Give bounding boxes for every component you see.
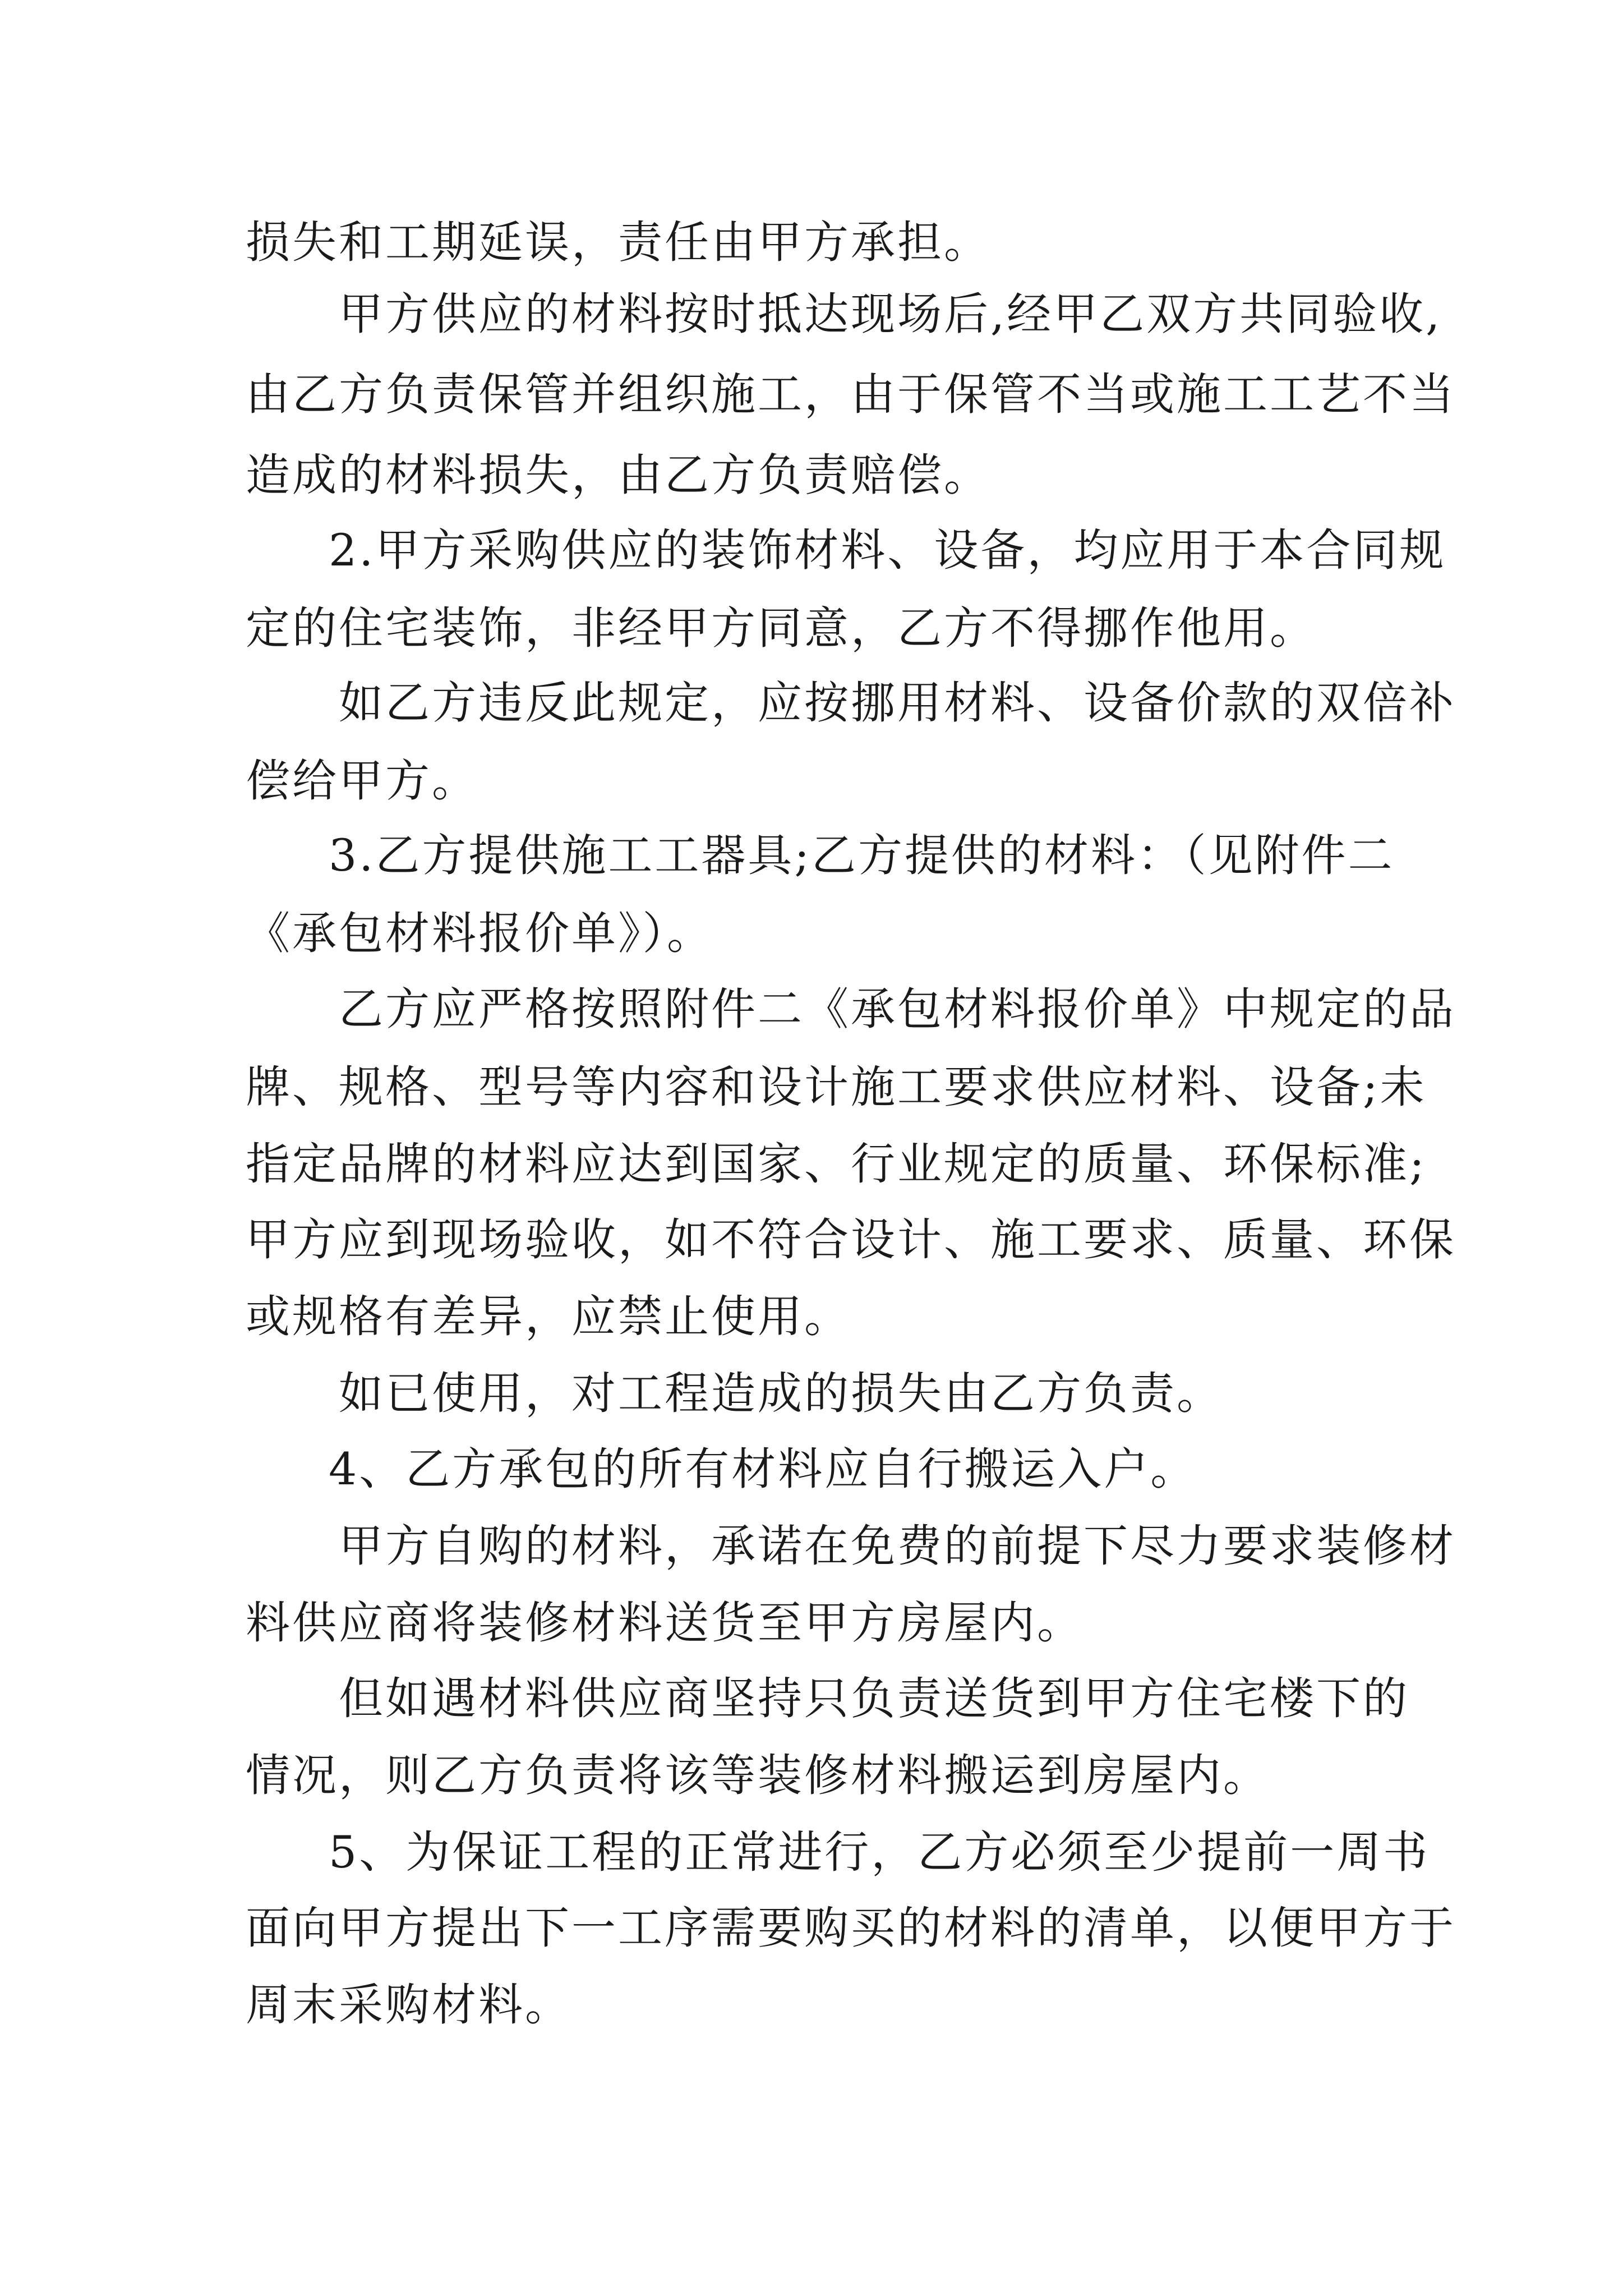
text-line: 损失和工期延误，责任由甲方承担。 [246,217,990,268]
text-line: 2.甲方采购供应的装饰材料、设备，均应用于本合同规 [329,524,1446,576]
text-line: 牌、规格、型号等内容和设计施工要求供应材料、设备;未 [246,1061,1427,1113]
text-line: 乙方应严格按照附件二《承包材料报价单》中规定的品 [339,983,1456,1035]
text-line: 3.乙方提供施工工器具;乙方提供的材料：（见附件二 [329,830,1395,881]
text-line: 但如遇材料供应商坚持只负责送货到甲方住宅楼下的 [339,1673,1409,1724]
text-line: 情况，则乙方负责将该等装修材料搬运到房屋内。 [246,1750,1270,1801]
text-line: 或规格有差异，应禁止使用。 [246,1291,851,1342]
text-line: 甲方供应的材料按时抵达现场后,经甲乙双方共同验收, [339,288,1442,340]
text-line: 面向甲方提出下一工序需要购买的材料的清单，以便甲方于 [246,1902,1456,1954]
text-line: 5、为保证工程的正常进行，乙方必须至少提前一周书 [329,1826,1430,1878]
text-line: 料供应商将装修材料送货至甲方房屋内。 [246,1597,1083,1649]
text-line: 甲方应到现场验收，如不符合设计、施工要求、质量、环保 [246,1214,1456,1266]
text-line: 定的住宅装饰，非经甲方同意，乙方不得挪作他用。 [246,602,1316,654]
text-line: 如已使用，对工程造成的损失由乙方负责。 [339,1368,1223,1419]
text-line: 偿给甲方。 [246,755,478,807]
text-line: 甲方自购的材料，承诺在免费的前提下尽力要求装修材 [339,1520,1456,1572]
text-line: 指定品牌的材料应达到国家、行业规定的质量、环保标准; [246,1138,1427,1190]
text-line: 《承包材料报价单》）。 [246,908,713,959]
text-line: 如乙方违反此规定，应按挪用材料、设备价款的双倍补 [339,677,1456,729]
text-line: 造成的材料损失，由乙方负责赔偿。 [246,449,990,501]
text-line: 由乙方负责保管并组织施工，由于保管不当或施工工艺不当 [246,369,1456,420]
text-line: 周末采购材料。 [246,1979,571,2031]
text-line: 4、乙方承包的所有材料应自行搬运入户。 [329,1443,1197,1495]
